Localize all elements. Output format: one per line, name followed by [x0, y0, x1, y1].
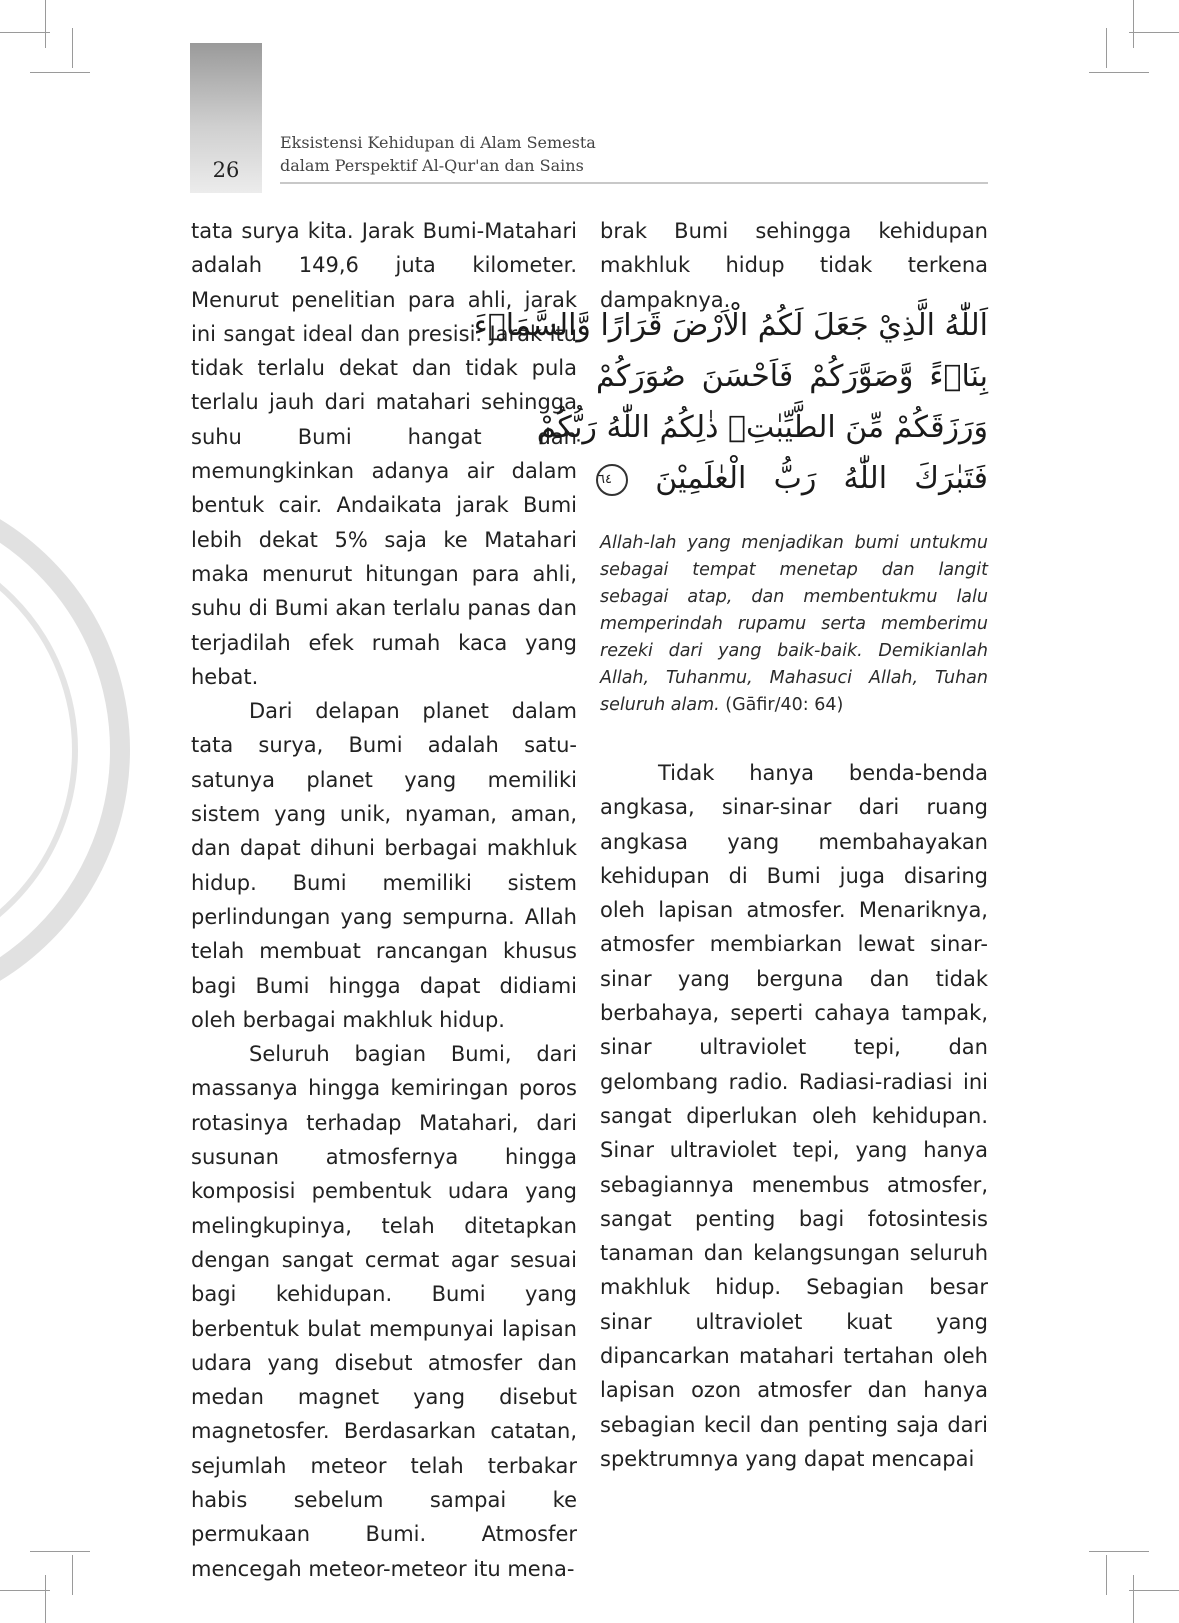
page-number: 26 [212, 158, 240, 182]
crop-mark [45, 1575, 46, 1623]
crop-mark [45, 0, 46, 48]
crop-mark [1133, 1575, 1134, 1623]
verse-reference: (Gāfir/40: 64) [725, 695, 844, 715]
crop-mark [0, 1590, 50, 1591]
crop-mark [1129, 32, 1179, 33]
crop-mark [0, 32, 50, 33]
crop-mark [1106, 28, 1107, 68]
header-line-1: Eksistensi Kehidupan di Alam Semesta [280, 133, 596, 152]
right-column-body [600, 756, 988, 1476]
crop-mark [72, 1555, 73, 1595]
left-column [191, 214, 577, 1586]
crop-mark [1089, 72, 1149, 73]
paragraph: brak Bumi sehingga kehidupan makhluk hidup tidak terkena dampaknya. [600, 219, 988, 312]
paragraph: Seluruh bagian Bumi, dari massanya hingga kemiringan poros rotasinya terhadap Matahari, dari susunan atmosfernya hingga komposisi pembentuk udara yang melingkupinya, telah ditetapkan dengan sangat cermat agar sesuai bagi kehidupan. Bumi yang berbentuk bulat mempunyai lapisan udara yang disebut atmosfer dan medan magnet yang disebut magnetosfer. Berdasarkan catatan, sejumlah meteor telah terbakar habis sebelum sampai ke permukaan Bumi. Atmosfer mencegah meteor-meteor itu mena- [191, 1042, 577, 1581]
header-rule [280, 182, 988, 184]
watermark-stamp [0, 440, 220, 1060]
crop-mark [1106, 1555, 1107, 1595]
paragraph: tata surya kita. Jarak Bumi-Matahari adalah 149,6 juta kilometer. Menurut penelitian para ahli, jarak ini sangat ideal dan presisi. Jarak itu tidak terlalu dekat dan tidak pula terlalu jauh dari matahari sehingga suhu Bumi hangat dan memungkinkan adanya air dalam bentuk cair. Andaikata jarak Bumi lebih dekat 5% saja ke Matahari maka menurut hitungan para ahli, suhu di Bumi akan terlalu panas dan terjadilah efek rumah kaca yang hebat. [191, 219, 577, 689]
verse-line-3: وَرَزَقَكُمْ مِّنَ الطَّيِّبٰتِۗ ذٰلِكُمُ اللّٰهُ رَبُّكُمْ [537, 410, 988, 445]
verse-line-1: اَللّٰهُ الَّذِيْ جَعَلَ لَكُمُ الْاَرْضَ قَرَارًا وَّالسَّمَاۤءَ [473, 308, 988, 343]
running-header [280, 131, 596, 177]
verse-line-4 [596, 453, 988, 504]
verse-line-2: بِنَاۤءً وَّصَوَّرَكُمْ فَاَحْسَنَ صُوَرَكُمْ [596, 359, 988, 394]
crop-mark [72, 28, 73, 68]
translation-text: Allah-lah yang menjadikan bumi untukmu sebagai tempat menetap dan langit sebagai atap, dan membentukmu lalu memperindah rupamu serta memberimu rezeki dari yang baik-baik. Demikianlah Allah, Tuhanmu, Mahasuci Allah, Tuhan seluruh alam. [600, 533, 988, 715]
crop-mark [1089, 1551, 1149, 1552]
verse-line-4-text: فَتَبٰرَكَ اللّٰهُ رَبُّ الْعٰلَمِيْنَ [655, 461, 988, 496]
crop-mark [30, 1551, 90, 1552]
crop-mark [1133, 0, 1134, 48]
quran-verse [473, 300, 988, 504]
crop-mark [30, 72, 90, 73]
crop-mark [1129, 1590, 1179, 1591]
verse-translation [600, 530, 988, 719]
verse-number-marker: ٦٤ [596, 464, 628, 496]
paragraph: Tidak hanya benda-benda angkasa, sinar-sinar dari ruang angkasa yang membahayakan kehidupan di Bumi juga disaring oleh lapisan atmosfer. Menariknya, atmosfer membiarkan lewat sinar-sinar yang berguna dan tidak berbahaya, seperti cahaya tampak, sinar ultraviolet tepi, dan gelombang radio. Radiasi-radiasi ini sangat diperlukan oleh kehidupan. Sinar ultraviolet tepi, yang hanya sebagiannya menembus atmosfer, sangat penting bagi fotosintesis tanaman dan kelangsungan seluruh makhluk hidup. Sebagian besar sinar ultraviolet kuat yang dipancarkan matahari tertahan oleh lapisan ozon atmosfer dan hanya sebagian kecil dan penting saja dari spektrumnya yang dapat mencapai [600, 761, 988, 1471]
paragraph: Dari delapan planet dalam tata surya, Bumi adalah satu-satunya planet yang memiliki sistem yang unik, nyaman, aman, dan dapat dihuni berbagai makhluk hidup. Bumi memiliki sistem perlindungan yang sempurna. Allah telah membuat rancangan khusus bagi Bumi hingga dapat didiami oleh berbagai makhluk hidup. [191, 699, 577, 1032]
header-line-2: dalam Perspektif Al-Qur'an dan Sains [280, 156, 584, 175]
